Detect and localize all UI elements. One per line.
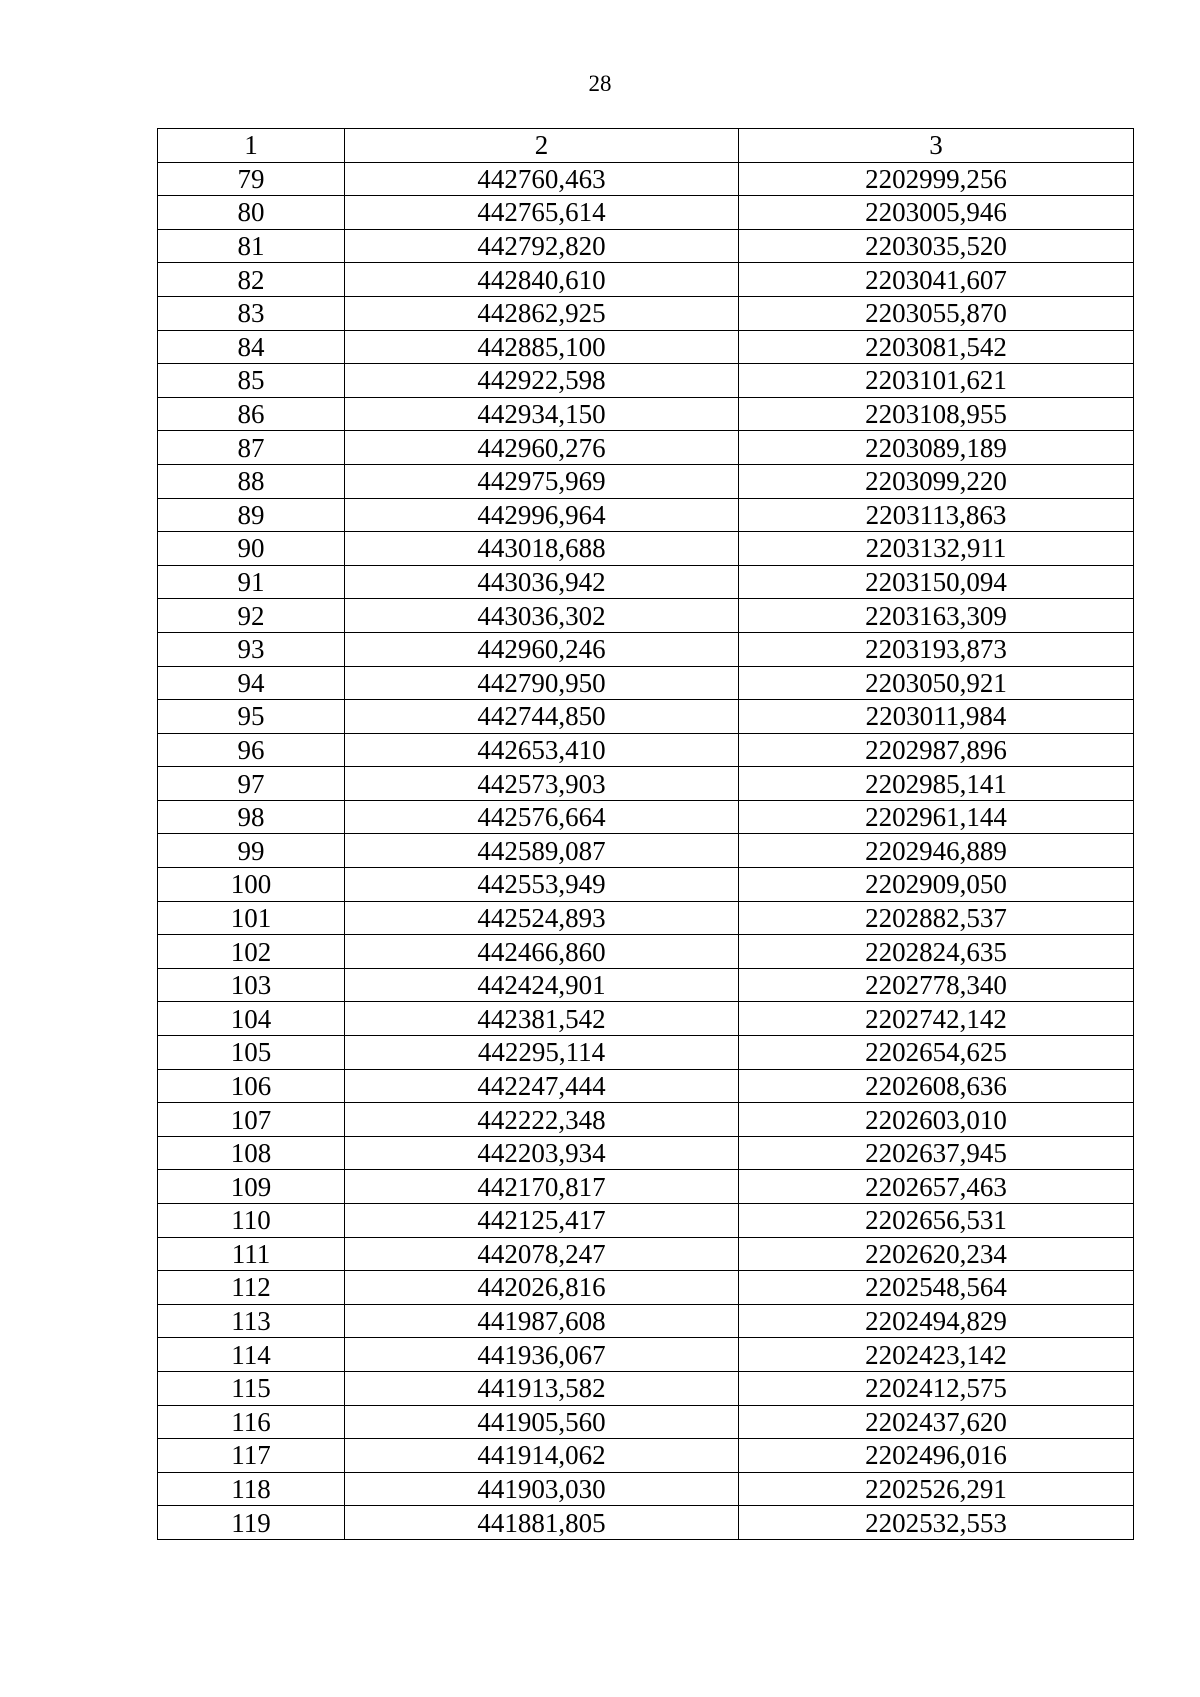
x-coordinate-cell: 442744,850	[345, 700, 739, 734]
table-row	[158, 1472, 1134, 1506]
x-coordinate-cell: 441913,582	[345, 1371, 739, 1405]
x-coordinate-cell: 441936,067	[345, 1338, 739, 1372]
table-row	[158, 1439, 1134, 1473]
point-number-cell: 94	[158, 666, 345, 700]
y-coordinate-cell: 2203108,955	[739, 397, 1134, 431]
point-number-cell: 119	[158, 1506, 345, 1540]
y-coordinate-cell: 2203081,542	[739, 330, 1134, 364]
point-number-cell: 116	[158, 1405, 345, 1439]
y-coordinate-cell: 2202742,142	[739, 1002, 1134, 1036]
table-row	[158, 1103, 1134, 1137]
table-header-row	[158, 129, 1134, 163]
point-number-cell: 80	[158, 196, 345, 230]
x-coordinate-cell: 442553,949	[345, 868, 739, 902]
y-coordinate-cell: 2203035,520	[739, 229, 1134, 263]
y-coordinate-cell: 2202961,144	[739, 800, 1134, 834]
x-coordinate-cell: 442026,816	[345, 1271, 739, 1305]
y-coordinate-cell: 2202494,829	[739, 1304, 1134, 1338]
y-coordinate-cell: 2202526,291	[739, 1472, 1134, 1506]
table-row	[158, 666, 1134, 700]
x-coordinate-cell: 442078,247	[345, 1237, 739, 1271]
point-number-cell: 109	[158, 1170, 345, 1204]
point-number-cell: 82	[158, 263, 345, 297]
y-coordinate-cell: 2203113,863	[739, 498, 1134, 532]
x-coordinate-cell: 442247,444	[345, 1069, 739, 1103]
point-number-cell: 106	[158, 1069, 345, 1103]
table-row	[158, 565, 1134, 599]
table-row	[158, 1304, 1134, 1338]
y-coordinate-cell: 2203163,309	[739, 599, 1134, 633]
point-number-cell: 113	[158, 1304, 345, 1338]
table-body	[158, 162, 1134, 1539]
table-row	[158, 397, 1134, 431]
point-number-cell: 88	[158, 464, 345, 498]
x-coordinate-cell: 443036,302	[345, 599, 739, 633]
x-coordinate-cell: 442765,614	[345, 196, 739, 230]
y-coordinate-cell: 2203041,607	[739, 263, 1134, 297]
y-coordinate-cell: 2203005,946	[739, 196, 1134, 230]
x-coordinate-cell: 441881,805	[345, 1506, 739, 1540]
table-row	[158, 1506, 1134, 1540]
point-number-cell: 90	[158, 532, 345, 566]
table-row	[158, 1204, 1134, 1238]
x-coordinate-cell: 442170,817	[345, 1170, 739, 1204]
y-coordinate-cell: 2202437,620	[739, 1405, 1134, 1439]
table-row	[158, 196, 1134, 230]
point-number-cell: 97	[158, 767, 345, 801]
x-coordinate-cell: 441914,062	[345, 1439, 739, 1473]
column-header-2: 2	[345, 129, 739, 163]
y-coordinate-cell: 2202946,889	[739, 834, 1134, 868]
point-number-cell: 79	[158, 162, 345, 196]
x-coordinate-cell: 443018,688	[345, 532, 739, 566]
y-coordinate-cell: 2202882,537	[739, 901, 1134, 935]
table-row	[158, 901, 1134, 935]
column-header-1: 1	[158, 129, 345, 163]
y-coordinate-cell: 2203055,870	[739, 296, 1134, 330]
y-coordinate-cell: 2202985,141	[739, 767, 1134, 801]
y-coordinate-cell: 2202548,564	[739, 1271, 1134, 1305]
table-row	[158, 431, 1134, 465]
point-number-cell: 104	[158, 1002, 345, 1036]
y-coordinate-cell: 2202909,050	[739, 868, 1134, 902]
page-number: 28	[588, 71, 612, 96]
x-coordinate-cell: 442922,598	[345, 364, 739, 398]
point-number-cell: 95	[158, 700, 345, 734]
point-number-cell: 114	[158, 1338, 345, 1372]
table-row	[158, 733, 1134, 767]
x-coordinate-cell: 442934,150	[345, 397, 739, 431]
x-coordinate-cell: 442862,925	[345, 296, 739, 330]
x-coordinate-cell: 442381,542	[345, 1002, 739, 1036]
table-row	[158, 229, 1134, 263]
point-number-cell: 110	[158, 1204, 345, 1238]
x-coordinate-cell: 442589,087	[345, 834, 739, 868]
table-row	[158, 800, 1134, 834]
x-coordinate-cell: 442295,114	[345, 1036, 739, 1070]
x-coordinate-cell: 442885,100	[345, 330, 739, 364]
point-number-cell: 93	[158, 632, 345, 666]
column-header-3: 3	[739, 129, 1134, 163]
table-row	[158, 1170, 1134, 1204]
table-row	[158, 532, 1134, 566]
y-coordinate-cell: 2202412,575	[739, 1371, 1134, 1405]
point-number-cell: 89	[158, 498, 345, 532]
point-number-cell: 112	[158, 1271, 345, 1305]
table-row	[158, 767, 1134, 801]
x-coordinate-cell: 442960,246	[345, 632, 739, 666]
y-coordinate-cell: 2202824,635	[739, 935, 1134, 969]
point-number-cell: 111	[158, 1237, 345, 1271]
point-number-cell: 84	[158, 330, 345, 364]
y-coordinate-cell: 2202423,142	[739, 1338, 1134, 1372]
point-number-cell: 98	[158, 800, 345, 834]
point-number-cell: 99	[158, 834, 345, 868]
point-number-cell: 118	[158, 1472, 345, 1506]
table-row	[158, 296, 1134, 330]
table-row	[158, 1405, 1134, 1439]
y-coordinate-cell: 2203089,189	[739, 431, 1134, 465]
y-coordinate-cell: 2203193,873	[739, 632, 1134, 666]
y-coordinate-cell: 2202532,553	[739, 1506, 1134, 1540]
table-row	[158, 834, 1134, 868]
x-coordinate-cell: 442524,893	[345, 901, 739, 935]
table-row	[158, 632, 1134, 666]
y-coordinate-cell: 2202999,256	[739, 162, 1134, 196]
x-coordinate-cell: 442424,901	[345, 968, 739, 1002]
table-row	[158, 1136, 1134, 1170]
table-row	[158, 599, 1134, 633]
point-number-cell: 91	[158, 565, 345, 599]
y-coordinate-cell: 2202778,340	[739, 968, 1134, 1002]
table-row	[158, 868, 1134, 902]
x-coordinate-cell: 442790,950	[345, 666, 739, 700]
point-number-cell: 107	[158, 1103, 345, 1137]
point-number-cell: 101	[158, 901, 345, 935]
point-number-cell: 85	[158, 364, 345, 398]
point-number-cell: 86	[158, 397, 345, 431]
y-coordinate-cell: 2203150,094	[739, 565, 1134, 599]
x-coordinate-cell: 442792,820	[345, 229, 739, 263]
point-number-cell: 102	[158, 935, 345, 969]
point-number-cell: 105	[158, 1036, 345, 1070]
x-coordinate-cell: 442222,348	[345, 1103, 739, 1137]
table-row	[158, 700, 1134, 734]
x-coordinate-cell: 442466,860	[345, 935, 739, 969]
table-row	[158, 1036, 1134, 1070]
y-coordinate-cell: 2203011,984	[739, 700, 1134, 734]
y-coordinate-cell: 2202603,010	[739, 1103, 1134, 1137]
table-row	[158, 464, 1134, 498]
table-row	[158, 364, 1134, 398]
table-row	[158, 1271, 1134, 1305]
y-coordinate-cell: 2203132,911	[739, 532, 1134, 566]
y-coordinate-cell: 2202657,463	[739, 1170, 1134, 1204]
point-number-cell: 115	[158, 1371, 345, 1405]
y-coordinate-cell: 2202496,016	[739, 1439, 1134, 1473]
table-row	[158, 1237, 1134, 1271]
x-coordinate-cell: 442996,964	[345, 498, 739, 532]
y-coordinate-cell: 2203050,921	[739, 666, 1134, 700]
x-coordinate-cell: 442653,410	[345, 733, 739, 767]
table-row	[158, 162, 1134, 196]
x-coordinate-cell: 442840,610	[345, 263, 739, 297]
x-coordinate-cell: 441903,030	[345, 1472, 739, 1506]
x-coordinate-cell: 442960,276	[345, 431, 739, 465]
point-number-cell: 100	[158, 868, 345, 902]
table-row	[158, 330, 1134, 364]
table-row	[158, 263, 1134, 297]
y-coordinate-cell: 2202637,945	[739, 1136, 1134, 1170]
x-coordinate-cell: 441987,608	[345, 1304, 739, 1338]
y-coordinate-cell: 2203101,621	[739, 364, 1134, 398]
table-row	[158, 968, 1134, 1002]
y-coordinate-cell: 2202608,636	[739, 1069, 1134, 1103]
point-number-cell: 81	[158, 229, 345, 263]
x-coordinate-cell: 441905,560	[345, 1405, 739, 1439]
point-number-cell: 96	[158, 733, 345, 767]
point-number-cell: 87	[158, 431, 345, 465]
table-row	[158, 1069, 1134, 1103]
y-coordinate-cell: 2202656,531	[739, 1204, 1134, 1238]
x-coordinate-cell: 443036,942	[345, 565, 739, 599]
y-coordinate-cell: 2202987,896	[739, 733, 1134, 767]
x-coordinate-cell: 442760,463	[345, 162, 739, 196]
x-coordinate-cell: 442573,903	[345, 767, 739, 801]
table-row	[158, 498, 1134, 532]
y-coordinate-cell: 2203099,220	[739, 464, 1134, 498]
x-coordinate-cell: 442125,417	[345, 1204, 739, 1238]
coordinates-table	[157, 128, 1134, 1540]
y-coordinate-cell: 2202620,234	[739, 1237, 1134, 1271]
y-coordinate-cell: 2202654,625	[739, 1036, 1134, 1070]
table-row	[158, 1338, 1134, 1372]
x-coordinate-cell: 442576,664	[345, 800, 739, 834]
point-number-cell: 108	[158, 1136, 345, 1170]
x-coordinate-cell: 442975,969	[345, 464, 739, 498]
point-number-cell: 92	[158, 599, 345, 633]
table-row	[158, 1371, 1134, 1405]
point-number-cell: 117	[158, 1439, 345, 1473]
table-row	[158, 1002, 1134, 1036]
x-coordinate-cell: 442203,934	[345, 1136, 739, 1170]
point-number-cell: 83	[158, 296, 345, 330]
table-row	[158, 935, 1134, 969]
point-number-cell: 103	[158, 968, 345, 1002]
